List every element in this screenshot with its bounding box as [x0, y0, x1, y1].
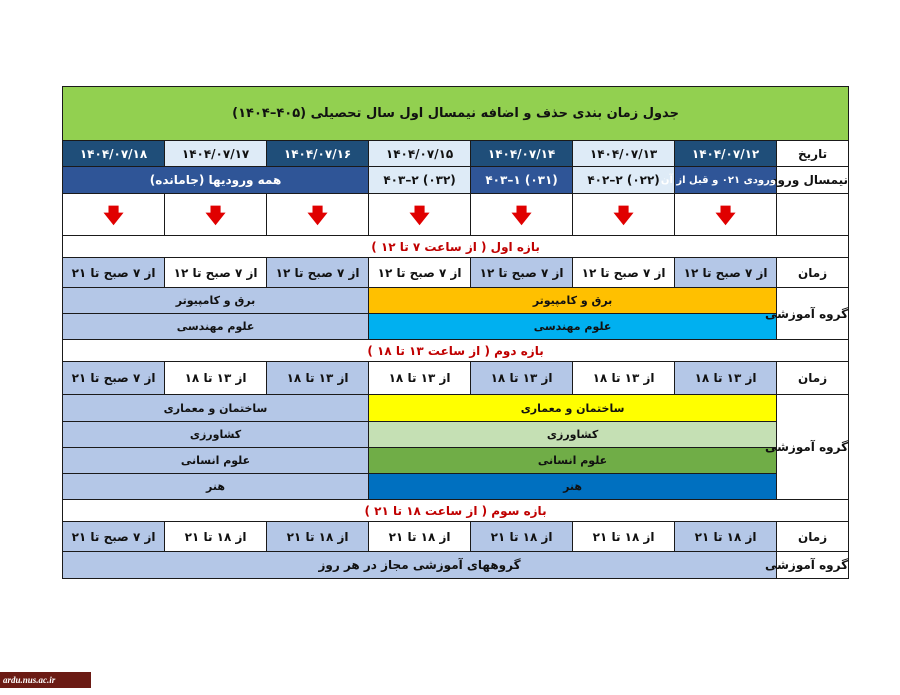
- group-cell: علوم مهندسی: [369, 314, 777, 340]
- footer-url: ardu.nus.ac.ir: [0, 672, 91, 688]
- time-cell: از ۷ صبح تا ۲۱: [63, 522, 165, 552]
- arrow-down-icon: 🡇: [471, 194, 573, 236]
- arrow-down-icon: 🡇: [165, 194, 267, 236]
- range1-title: بازه اول ( از ساعت ۷ تا ۱۲ ): [63, 236, 849, 258]
- date-cell: ۱۴۰۴/۰۷/۱۵: [369, 141, 471, 167]
- group-label: گروه آموزشی: [777, 395, 849, 500]
- date-cell: ۱۴۰۴/۰۷/۱۶: [267, 141, 369, 167]
- time-cell: از ۱۳ تا ۱۸: [471, 362, 573, 395]
- range3-title: بازه سوم ( از ساعت ۱۸ تا ۲۱ ): [63, 500, 849, 522]
- group-label: گروه آموزشی: [777, 552, 849, 579]
- group-cell: برق و کامپیوتر: [63, 288, 369, 314]
- time-cell: از ۷ صبح تا ۲۱: [63, 362, 165, 395]
- all-groups-cell: گروههای آموزشی مجاز در هر روز: [63, 552, 777, 579]
- time-cell: از ۷ صبح تا ۱۲: [675, 258, 777, 288]
- time-cell: از ۷ صبح تا ۱۲: [165, 258, 267, 288]
- entry-cell: (۰۳۲) ۲–۴۰۳: [369, 167, 471, 194]
- time-cell: از ۷ صبح تا ۱۲: [369, 258, 471, 288]
- schedule-table: [62, 86, 849, 579]
- group-cell: ساختمان و معماری: [369, 395, 777, 422]
- time-cell: از ۱۸ تا ۲۱: [165, 522, 267, 552]
- group-cell: ساختمان و معماری: [63, 395, 369, 422]
- arrow-down-icon: 🡇: [573, 194, 675, 236]
- time-label: زمان: [777, 522, 849, 552]
- time-cell: از ۱۳ تا ۱۸: [267, 362, 369, 395]
- arrow-down-icon: 🡇: [267, 194, 369, 236]
- time-label: زمان: [777, 362, 849, 395]
- group-cell: علوم انسانی: [369, 448, 777, 474]
- table-title: جدول زمان بندی حذف و اضافه نیمسال اول سال تحصیلی (۴۰۵–۱۴۰۴): [63, 87, 849, 141]
- entry-cell: همه ورودیها (جامانده): [63, 167, 369, 194]
- range2-title: بازه دوم ( از ساعت ۱۳ تا ۱۸ ): [63, 340, 849, 362]
- group-cell: علوم انسانی: [63, 448, 369, 474]
- time-cell: از ۷ صبح تا ۱۲: [267, 258, 369, 288]
- arrow-spacer: [777, 194, 849, 236]
- entry-cell: ورودی ۰۲۱ و قبل از آن: [675, 167, 777, 194]
- entry-cell: (۰۳۱) ۱–۴۰۳: [471, 167, 573, 194]
- date-cell: ۱۴۰۴/۰۷/۱۳: [573, 141, 675, 167]
- date-cell: ۱۴۰۴/۰۷/۱۷: [165, 141, 267, 167]
- arrow-down-icon: 🡇: [63, 194, 165, 236]
- time-cell: از ۱۸ تا ۲۱: [267, 522, 369, 552]
- date-label: تاریخ: [777, 141, 849, 167]
- time-cell: از ۱۸ تا ۲۱: [471, 522, 573, 552]
- group-label: گروه آموزشی: [777, 288, 849, 340]
- group-cell: هنر: [369, 474, 777, 500]
- time-cell: از ۱۳ تا ۱۸: [573, 362, 675, 395]
- schedule-table-wrapper: [62, 86, 848, 579]
- date-cell: ۱۴۰۴/۰۷/۱۲: [675, 141, 777, 167]
- date-cell: ۱۴۰۴/۰۷/۱۴: [471, 141, 573, 167]
- time-cell: از ۱۳ تا ۱۸: [675, 362, 777, 395]
- time-cell: از ۷ صبح تا ۱۲: [573, 258, 675, 288]
- entry-cell: (۰۲۲) ۲–۴۰۲: [573, 167, 675, 194]
- group-cell: علوم مهندسی: [63, 314, 369, 340]
- group-cell: هنر: [63, 474, 369, 500]
- group-cell: برق و کامپیوتر: [369, 288, 777, 314]
- arrow-down-icon: 🡇: [369, 194, 471, 236]
- time-label: زمان: [777, 258, 849, 288]
- entry-label: نیمسال ورود: [777, 167, 849, 194]
- time-cell: از ۱۸ تا ۲۱: [675, 522, 777, 552]
- time-cell: از ۱۸ تا ۲۱: [573, 522, 675, 552]
- date-cell: ۱۴۰۴/۰۷/۱۸: [63, 141, 165, 167]
- time-cell: از ۷ صبح تا ۱۲: [471, 258, 573, 288]
- time-cell: از ۷ صبح تا ۲۱: [63, 258, 165, 288]
- time-cell: از ۱۳ تا ۱۸: [369, 362, 471, 395]
- group-cell: کشاورزی: [63, 422, 369, 448]
- arrow-down-icon: 🡇: [675, 194, 777, 236]
- time-cell: از ۱۳ تا ۱۸: [165, 362, 267, 395]
- time-cell: از ۱۸ تا ۲۱: [369, 522, 471, 552]
- group-cell: کشاورزی: [369, 422, 777, 448]
